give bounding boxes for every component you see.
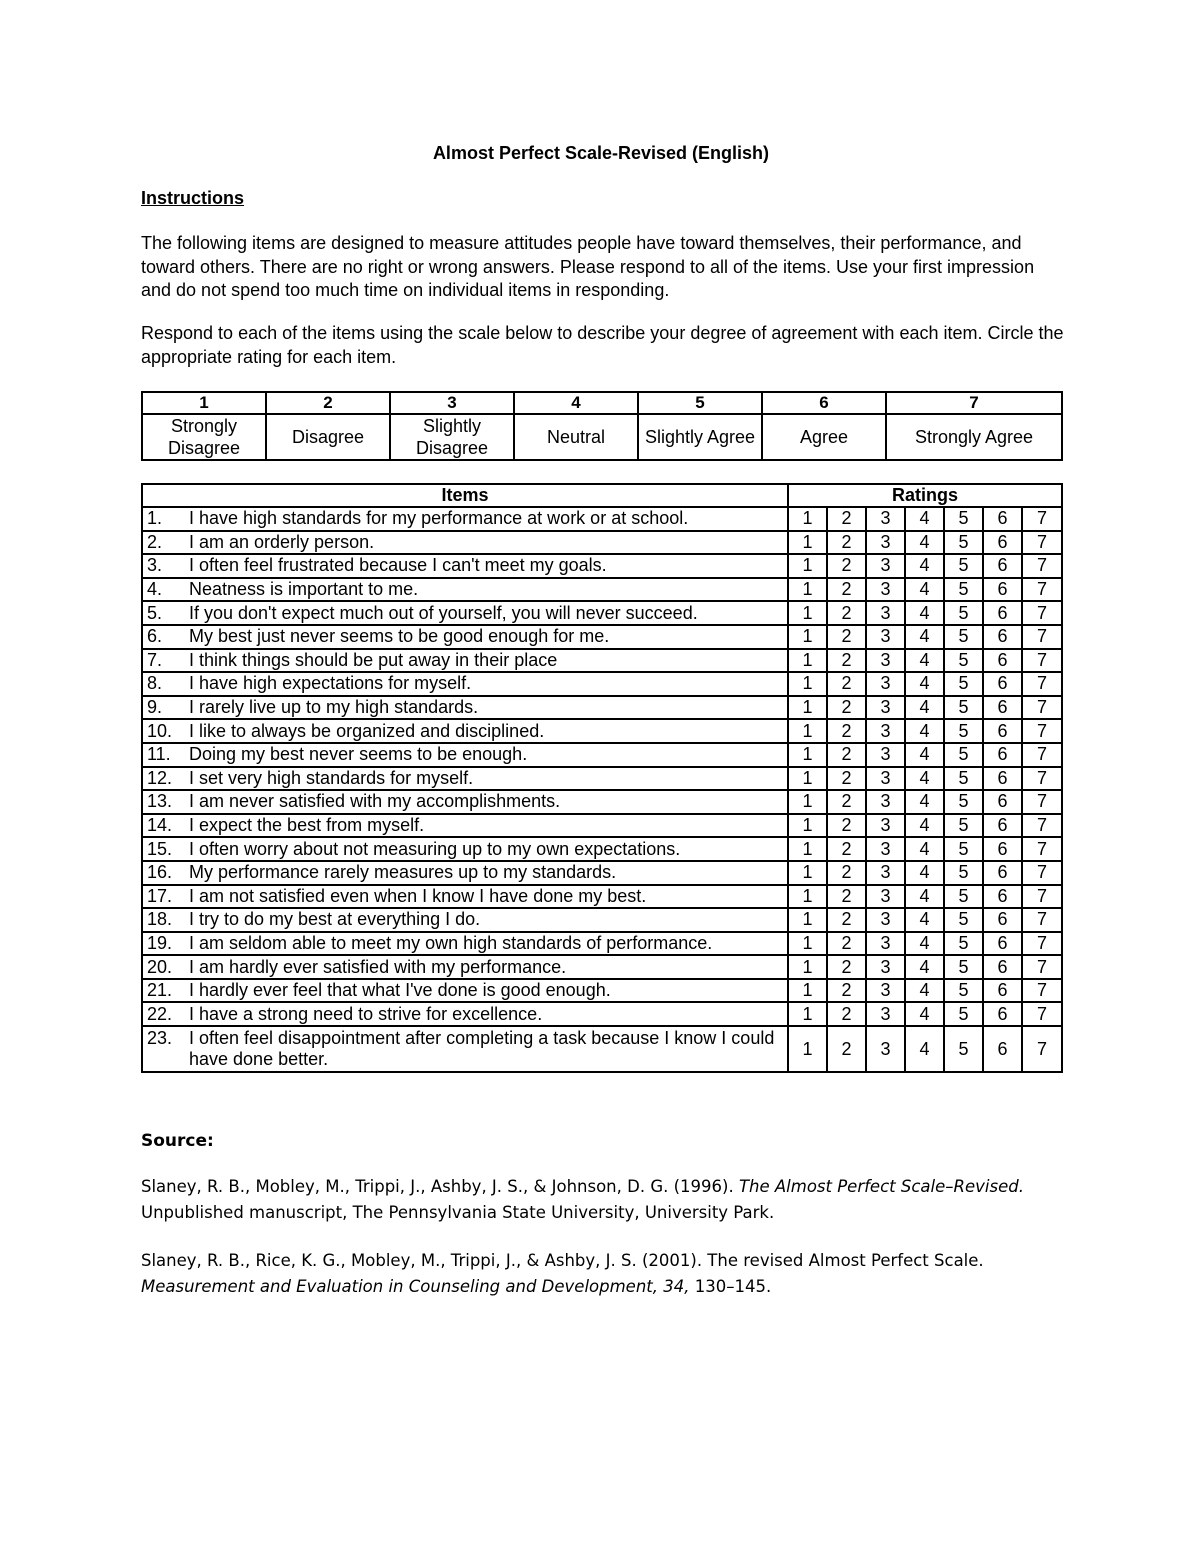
item-text: Doing my best never seems to be enough. — [189, 744, 528, 765]
reference-1-authors: Slaney, R. B., Mobley, M., Trippi, J., Ashby, J. S., & Johnson, D. G. (1996). — [141, 1177, 739, 1196]
rating-option[interactable]: 3 — [866, 672, 905, 696]
item-row — [142, 601, 1062, 625]
reference-1-rest: Unpublished manuscript, The Pennsylvania State University, University Park. — [141, 1203, 775, 1222]
rating-option[interactable]: 2 — [827, 696, 866, 720]
rating-option[interactable]: 2 — [827, 531, 866, 555]
rating-option[interactable]: 1 — [788, 507, 827, 531]
item-row — [142, 696, 1062, 720]
scale-label: Neutral — [514, 414, 638, 460]
rating-option[interactable]: 2 — [827, 719, 866, 743]
item-number: 21. — [147, 980, 173, 1001]
item-text-cell — [142, 955, 788, 979]
item-row — [142, 649, 1062, 673]
item-number: 11. — [147, 744, 171, 765]
rating-option[interactable]: 7 — [1022, 625, 1062, 649]
rating-option[interactable]: 4 — [905, 531, 944, 555]
rating-option[interactable]: 3 — [866, 837, 905, 861]
rating-option[interactable]: 7 — [1022, 1002, 1062, 1026]
rating-option[interactable]: 5 — [944, 649, 983, 673]
item-row — [142, 507, 1062, 531]
rating-option[interactable]: 5 — [944, 979, 983, 1003]
item-row — [142, 908, 1062, 932]
rating-option[interactable]: 1 — [788, 932, 827, 956]
item-text-cell — [142, 719, 788, 743]
rating-option[interactable]: 6 — [983, 578, 1022, 602]
rating-option[interactable]: 7 — [1022, 1026, 1062, 1072]
rating-option[interactable]: 1 — [788, 719, 827, 743]
rating-option[interactable]: 6 — [983, 861, 1022, 885]
rating-option[interactable]: 6 — [983, 932, 1022, 956]
scale-label: Slightly Disagree — [390, 414, 514, 460]
rating-option[interactable]: 4 — [905, 743, 944, 767]
rating-option[interactable]: 6 — [983, 531, 1022, 555]
rating-option[interactable]: 1 — [788, 861, 827, 885]
item-text-cell — [142, 625, 788, 649]
rating-option[interactable]: 4 — [905, 601, 944, 625]
rating-option[interactable]: 2 — [827, 601, 866, 625]
item-number: 9. — [147, 697, 163, 718]
rating-option[interactable]: 5 — [944, 885, 983, 909]
rating-option[interactable]: 7 — [1022, 696, 1062, 720]
item-text-cell — [142, 861, 788, 885]
rating-option[interactable]: 4 — [905, 696, 944, 720]
rating-option[interactable]: 7 — [1022, 649, 1062, 673]
rating-option[interactable]: 1 — [788, 531, 827, 555]
rating-option[interactable]: 7 — [1022, 672, 1062, 696]
rating-option[interactable]: 5 — [944, 507, 983, 531]
rating-option[interactable]: 6 — [983, 885, 1022, 909]
item-row — [142, 814, 1062, 838]
rating-option[interactable]: 7 — [1022, 507, 1062, 531]
rating-option[interactable]: 4 — [905, 790, 944, 814]
rating-scale-table — [141, 391, 1063, 461]
reference-2 — [141, 1248, 1071, 1300]
rating-option[interactable]: 7 — [1022, 531, 1062, 555]
rating-option[interactable]: 1 — [788, 578, 827, 602]
rating-option[interactable]: 3 — [866, 743, 905, 767]
rating-option[interactable]: 1 — [788, 814, 827, 838]
item-row — [142, 885, 1062, 909]
rating-option[interactable]: 2 — [827, 625, 866, 649]
rating-option[interactable]: 2 — [827, 885, 866, 909]
rating-option[interactable]: 4 — [905, 578, 944, 602]
item-number: 14. — [147, 815, 173, 836]
item-number: 10. — [147, 720, 173, 741]
item-text-cell — [142, 649, 788, 673]
reference-2-journal: Measurement and Evaluation in Counseling and Development, 34, — [141, 1277, 690, 1296]
rating-option[interactable]: 4 — [905, 908, 944, 932]
item-text: I think things should be put away in their place — [189, 649, 558, 670]
item-number: 5. — [147, 602, 163, 623]
rating-option[interactable]: 2 — [827, 908, 866, 932]
item-text-cell — [142, 837, 788, 861]
item-row — [142, 554, 1062, 578]
rating-option[interactable]: 4 — [905, 625, 944, 649]
rating-option[interactable]: 3 — [866, 767, 905, 791]
scale-label: Disagree — [266, 414, 390, 460]
item-text-cell — [142, 767, 788, 791]
item-row — [142, 979, 1062, 1003]
page-title: Almost Perfect Scale-Revised (English) — [432, 143, 770, 163]
item-number: 7. — [147, 649, 163, 670]
item-text: I am hardly ever satisfied with my performance. — [189, 956, 567, 977]
item-text-cell — [142, 578, 788, 602]
rating-option[interactable]: 5 — [944, 814, 983, 838]
item-row — [142, 767, 1062, 791]
item-text: I hardly ever feel that what I've done is good enough. — [189, 980, 611, 1001]
rating-option[interactable]: 1 — [788, 908, 827, 932]
item-text-cell — [142, 814, 788, 838]
rating-option[interactable]: 3 — [866, 908, 905, 932]
rating-option[interactable]: 7 — [1022, 837, 1062, 861]
rating-option[interactable]: 5 — [944, 531, 983, 555]
rating-option[interactable]: 5 — [944, 837, 983, 861]
rating-option[interactable]: 5 — [944, 861, 983, 885]
rating-option[interactable]: 6 — [983, 625, 1022, 649]
rating-option[interactable]: 5 — [944, 601, 983, 625]
rating-option[interactable]: 3 — [866, 649, 905, 673]
rating-option[interactable]: 1 — [788, 601, 827, 625]
rating-option[interactable]: 7 — [1022, 743, 1062, 767]
rating-option[interactable]: 7 — [1022, 885, 1062, 909]
rating-option[interactable]: 4 — [905, 979, 944, 1003]
item-text-cell — [142, 507, 788, 531]
rating-option[interactable]: 6 — [983, 719, 1022, 743]
rating-option[interactable]: 6 — [983, 837, 1022, 861]
rating-option[interactable]: 5 — [944, 719, 983, 743]
instructions-paragraph: The following items are designed to measure attitudes people have toward themselves, their performance, and toward others. There are no right or wrong answers. Please respond to all of the items. Use your first impression and do not spend too much time on individual items in responding. — [141, 233, 1035, 300]
item-text: I am an orderly person. — [189, 531, 375, 552]
item-text-cell — [142, 1002, 788, 1026]
rating-option[interactable]: 1 — [788, 625, 827, 649]
item-text: I expect the best from myself. — [189, 815, 425, 836]
rating-option[interactable]: 6 — [983, 1026, 1022, 1072]
source-heading: Source: — [141, 1131, 214, 1151]
item-text: I have a strong need to strive for excellence. — [189, 1003, 543, 1024]
rating-option[interactable]: 7 — [1022, 601, 1062, 625]
rating-option[interactable]: 1 — [788, 979, 827, 1003]
item-text: I often feel disappointment after completing a task because I know I could have done better. — [189, 1028, 775, 1070]
item-row — [142, 790, 1062, 814]
rating-option[interactable]: 5 — [944, 790, 983, 814]
rating-option[interactable]: 4 — [905, 955, 944, 979]
instructions-heading: Instructions — [141, 188, 245, 208]
item-text: If you don't expect much out of yourself, you will never succeed. — [189, 602, 698, 623]
item-row — [142, 743, 1062, 767]
item-text-cell — [142, 908, 788, 932]
item-number: 1. — [147, 508, 163, 529]
reference-1-title: The Almost Perfect Scale–Revised. — [738, 1177, 1024, 1196]
item-number: 12. — [147, 767, 173, 788]
rating-option[interactable]: 3 — [866, 861, 905, 885]
scale-number: 1 — [142, 392, 266, 414]
item-row — [142, 625, 1062, 649]
rating-option[interactable]: 3 — [866, 932, 905, 956]
rating-option[interactable]: 1 — [788, 743, 827, 767]
rating-option[interactable]: 3 — [866, 719, 905, 743]
item-text-cell — [142, 743, 788, 767]
scale-number: 7 — [886, 392, 1062, 414]
rating-option[interactable]: 6 — [983, 696, 1022, 720]
rating-option[interactable]: 3 — [866, 814, 905, 838]
rating-option[interactable]: 7 — [1022, 790, 1062, 814]
item-text-cell — [142, 932, 788, 956]
rating-option[interactable]: 3 — [866, 531, 905, 555]
rating-option[interactable]: 4 — [905, 1002, 944, 1026]
item-text-cell — [142, 554, 788, 578]
rating-option[interactable]: 2 — [827, 1026, 866, 1072]
item-number: 17. — [147, 885, 173, 906]
rating-option[interactable]: 5 — [944, 1026, 983, 1072]
rating-option[interactable]: 2 — [827, 861, 866, 885]
rating-option[interactable]: 3 — [866, 1026, 905, 1072]
item-number: 13. — [147, 791, 173, 812]
rating-option[interactable]: 4 — [905, 885, 944, 909]
rating-option[interactable]: 4 — [905, 837, 944, 861]
rating-option[interactable]: 3 — [866, 601, 905, 625]
rating-option[interactable]: 5 — [944, 672, 983, 696]
rating-option[interactable]: 6 — [983, 672, 1022, 696]
rating-option[interactable]: 3 — [866, 578, 905, 602]
rating-option[interactable]: 4 — [905, 814, 944, 838]
rating-option[interactable]: 2 — [827, 649, 866, 673]
item-number: 19. — [147, 932, 173, 953]
scale-number: 2 — [266, 392, 390, 414]
item-text: I often feel frustrated because I can't meet my goals. — [189, 555, 607, 576]
rating-option[interactable]: 7 — [1022, 955, 1062, 979]
item-text: I am seldom able to meet my own high standards of performance. — [189, 932, 713, 953]
item-number: 4. — [147, 579, 163, 600]
item-number: 3. — [147, 555, 163, 576]
rating-option[interactable]: 2 — [827, 955, 866, 979]
rating-option[interactable]: 6 — [983, 507, 1022, 531]
rating-option[interactable]: 4 — [905, 554, 944, 578]
item-text-cell — [142, 790, 788, 814]
rating-option[interactable]: 7 — [1022, 932, 1062, 956]
item-row — [142, 837, 1062, 861]
item-text-cell — [142, 601, 788, 625]
rating-option[interactable]: 4 — [905, 507, 944, 531]
rating-option[interactable]: 5 — [944, 908, 983, 932]
scale-number: 6 — [762, 392, 886, 414]
rating-option[interactable]: 6 — [983, 767, 1022, 791]
reference-2-rest: 130–145. — [689, 1277, 772, 1296]
scale-number: 4 — [514, 392, 638, 414]
scale-instructions-paragraph: Respond to each of the items using the scale below to describe your degree of agreement with each item. Circle the appropriate rating for each item. — [141, 323, 1064, 367]
item-text: I like to always be organized and disciplined. — [189, 720, 545, 741]
item-text-cell — [142, 885, 788, 909]
item-text: I have high standards for my performance at work or at school. — [189, 508, 689, 529]
rating-option[interactable]: 2 — [827, 979, 866, 1003]
rating-option[interactable]: 2 — [827, 814, 866, 838]
rating-option[interactable]: 6 — [983, 790, 1022, 814]
scale-number: 3 — [390, 392, 514, 414]
rating-option[interactable]: 2 — [827, 672, 866, 696]
rating-option[interactable]: 1 — [788, 790, 827, 814]
rating-option[interactable]: 5 — [944, 578, 983, 602]
scale-label: Strongly Agree — [886, 414, 1062, 460]
rating-option[interactable]: 7 — [1022, 719, 1062, 743]
rating-option[interactable]: 7 — [1022, 554, 1062, 578]
rating-option[interactable]: 7 — [1022, 767, 1062, 791]
item-number: 20. — [147, 956, 173, 977]
rating-option[interactable]: 7 — [1022, 578, 1062, 602]
rating-option[interactable]: 6 — [983, 979, 1022, 1003]
item-text-cell — [142, 979, 788, 1003]
scale-label: Agree — [762, 414, 886, 460]
ratings-header: Ratings — [788, 484, 1062, 507]
item-row — [142, 861, 1062, 885]
rating-option[interactable]: 6 — [983, 1002, 1022, 1026]
rating-option[interactable]: 5 — [944, 767, 983, 791]
item-row — [142, 672, 1062, 696]
item-text: I rarely live up to my high standards. — [189, 697, 479, 718]
rating-option[interactable]: 7 — [1022, 908, 1062, 932]
item-number: 6. — [147, 626, 163, 647]
rating-option[interactable]: 5 — [944, 554, 983, 578]
item-row — [142, 719, 1062, 743]
scale-label: Strongly Disagree — [142, 414, 266, 460]
rating-option[interactable]: 5 — [944, 932, 983, 956]
rating-option[interactable]: 4 — [905, 861, 944, 885]
item-row — [142, 578, 1062, 602]
item-row — [142, 932, 1062, 956]
rating-option[interactable]: 2 — [827, 767, 866, 791]
rating-option[interactable]: 2 — [827, 932, 866, 956]
rating-option[interactable]: 1 — [788, 554, 827, 578]
rating-option[interactable]: 6 — [983, 908, 1022, 932]
reference-1 — [141, 1174, 1071, 1226]
rating-option[interactable]: 7 — [1022, 814, 1062, 838]
rating-option[interactable]: 3 — [866, 554, 905, 578]
rating-option[interactable]: 2 — [827, 507, 866, 531]
item-text: My best just never seems to be good enough for me. — [189, 626, 610, 647]
rating-option[interactable]: 6 — [983, 814, 1022, 838]
item-number: 8. — [147, 673, 163, 694]
item-text: I set very high standards for myself. — [189, 767, 474, 788]
rating-option[interactable]: 1 — [788, 696, 827, 720]
item-text-cell — [142, 672, 788, 696]
rating-option[interactable]: 3 — [866, 979, 905, 1003]
rating-option[interactable]: 1 — [788, 1002, 827, 1026]
item-number: 15. — [147, 838, 173, 859]
item-text: I am not satisfied even when I know I have done my best. — [189, 885, 647, 906]
rating-option[interactable]: 1 — [788, 1026, 827, 1072]
rating-option[interactable]: 3 — [866, 507, 905, 531]
rating-option[interactable]: 3 — [866, 885, 905, 909]
item-text: I often worry about not measuring up to my own expectations. — [189, 838, 681, 859]
items-table — [141, 483, 1063, 1073]
rating-option[interactable]: 7 — [1022, 861, 1062, 885]
reference-2-authors: Slaney, R. B., Rice, K. G., Mobley, M., Trippi, J., & Ashby, J. S. (2001). The revised Almost Perfect Scale. — [141, 1251, 984, 1270]
item-number: 2. — [147, 531, 163, 552]
item-text: Neatness is important to me. — [189, 579, 419, 600]
rating-option[interactable]: 2 — [827, 837, 866, 861]
item-number: 16. — [147, 862, 173, 883]
rating-option[interactable]: 4 — [905, 649, 944, 673]
rating-option[interactable]: 4 — [905, 767, 944, 791]
rating-option[interactable]: 5 — [944, 955, 983, 979]
item-row — [142, 1002, 1062, 1026]
rating-option[interactable]: 1 — [788, 837, 827, 861]
rating-option[interactable]: 4 — [905, 1026, 944, 1072]
item-text: I try to do my best at everything I do. — [189, 909, 481, 930]
item-row — [142, 531, 1062, 555]
rating-option[interactable]: 2 — [827, 578, 866, 602]
item-number: 23. — [147, 1028, 173, 1049]
rating-option[interactable]: 4 — [905, 932, 944, 956]
rating-option[interactable]: 5 — [944, 743, 983, 767]
rating-option[interactable]: 3 — [866, 790, 905, 814]
rating-option[interactable]: 5 — [944, 1002, 983, 1026]
rating-option[interactable]: 2 — [827, 790, 866, 814]
rating-option[interactable]: 6 — [983, 649, 1022, 673]
item-text: I am never satisfied with my accomplishments. — [189, 791, 561, 812]
item-row — [142, 1026, 1062, 1072]
item-text-cell — [142, 531, 788, 555]
rating-option[interactable]: 1 — [788, 955, 827, 979]
rating-option[interactable]: 3 — [866, 955, 905, 979]
rating-option[interactable]: 1 — [788, 885, 827, 909]
rating-option[interactable]: 2 — [827, 554, 866, 578]
rating-option[interactable]: 3 — [866, 1002, 905, 1026]
rating-option[interactable]: 4 — [905, 672, 944, 696]
scale-number: 5 — [638, 392, 762, 414]
rating-option[interactable]: 1 — [788, 649, 827, 673]
rating-option[interactable]: 4 — [905, 719, 944, 743]
rating-option[interactable]: 7 — [1022, 979, 1062, 1003]
rating-option[interactable]: 6 — [983, 601, 1022, 625]
item-number: 18. — [147, 909, 173, 930]
rating-option[interactable]: 2 — [827, 1002, 866, 1026]
rating-option[interactable]: 5 — [944, 625, 983, 649]
items-header: Items — [142, 484, 788, 507]
item-row — [142, 955, 1062, 979]
item-text-cell — [142, 696, 788, 720]
rating-option[interactable]: 6 — [983, 554, 1022, 578]
rating-option[interactable]: 6 — [983, 955, 1022, 979]
rating-option[interactable]: 2 — [827, 743, 866, 767]
rating-option[interactable]: 5 — [944, 696, 983, 720]
rating-option[interactable]: 3 — [866, 696, 905, 720]
scale-label: Slightly Agree — [638, 414, 762, 460]
item-text: My performance rarely measures up to my standards. — [189, 862, 617, 883]
rating-option[interactable]: 1 — [788, 672, 827, 696]
item-text: I have high expectations for myself. — [189, 673, 472, 694]
item-text-cell — [142, 1026, 788, 1072]
item-number: 22. — [147, 1003, 173, 1024]
rating-option[interactable]: 3 — [866, 625, 905, 649]
rating-option[interactable]: 1 — [788, 767, 827, 791]
rating-option[interactable]: 6 — [983, 743, 1022, 767]
